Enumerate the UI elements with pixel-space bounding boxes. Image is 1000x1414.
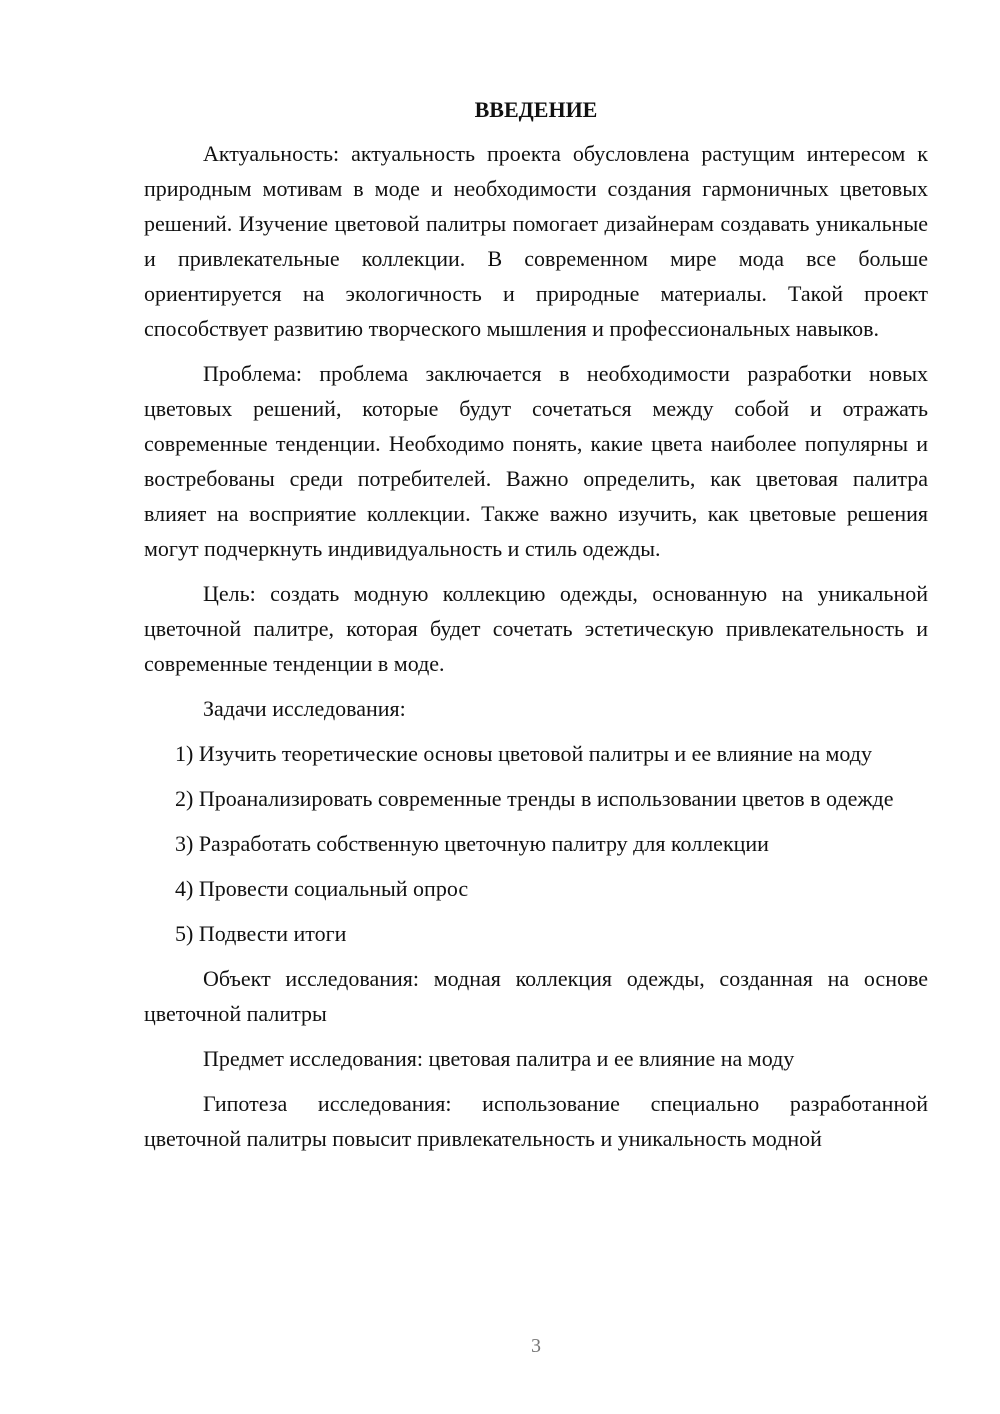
paragraph-relevance: Актуальность: актуальность проекта обусловлена растущим интересом к природным мотивам в моде и необходимости создания гармоничных цветовых решений. Изучение цветовой палитры помогает дизайнерам создавать уникальные и привлекательные коллекции. В современном мире мода все больше ориентируется на экологичность и природные материалы. Такой проект способствует развитию творческого мышления и профессиональных навыков. [144,141,928,341]
paragraph-subject: Предмет исследования: цветовая палитра и ее влияние на моду [203,1046,795,1071]
document-page [144,95,928,1166]
paragraph-goal: Цель: создать модную коллекцию одежды, основанную на уникальной цветочной палитре, которая будет сочетать эстетическую привлекательность и современные тенденции в моде. [144,581,928,676]
paragraph-object: Объект исследования: модная коллекция одежды, созданная на основе цветочной палитры [144,966,928,1026]
paragraph-hypothesis: Гипотеза исследования: использование специально разработанной цветочной палитры повысит привлекательность и уникальность модной [144,1091,928,1151]
page-number: 3 [531,1335,541,1357]
task-item-2: 2) Проанализировать современные тренды в использовании цветов в одежде [175,786,894,811]
paragraph-problem: Проблема: проблема заключается в необходимости разработки новых цветовых решений, которые будут сочетаться между собой и отражать современные тенденции. Необходимо понять, какие цвета наиболее популярны и востребованы среди потребителей. Важно определить, как цветовая палитра влияет на восприятие коллекции. Также важно изучить, как цветовые решения могут подчеркнуть индивидуальность и стиль одежды. [144,361,928,561]
page-title: ВВЕДЕНИЕ [474,97,598,122]
task-item-5: 5) Подвести итоги [175,921,347,946]
task-item-1: 1) Изучить теоретические основы цветовой палитры и ее влияние на моду [175,741,872,766]
task-item-4: 4) Провести социальный опрос [175,876,469,901]
tasks-heading: Задачи исследования: [203,696,406,721]
task-item-3: 3) Разработать собственную цветочную палитру для коллекции [175,831,769,856]
